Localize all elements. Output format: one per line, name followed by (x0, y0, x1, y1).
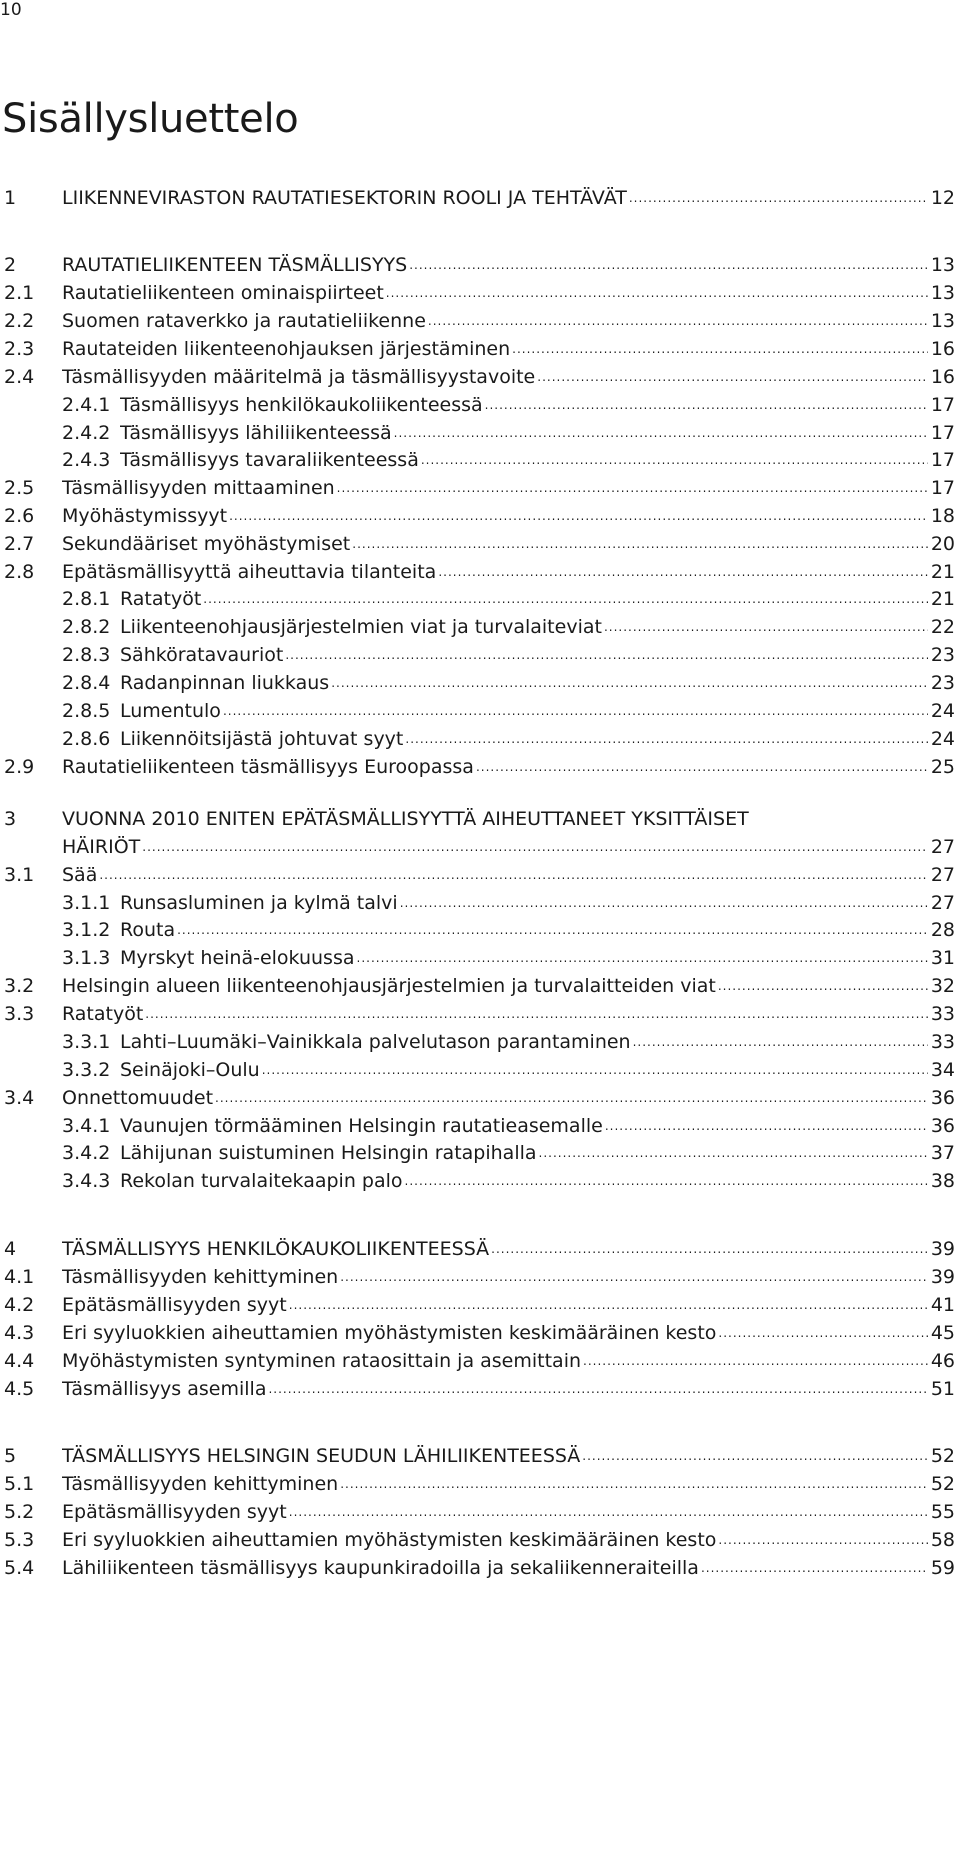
toc-entry[interactable] (0, 1056, 955, 1084)
toc-entry[interactable] (0, 1263, 955, 1291)
toc-entry-number: 2.9 (4, 756, 35, 778)
dot-leader (268, 1375, 927, 1403)
dot-leader (262, 1056, 928, 1084)
toc-entry-page: 23 (930, 644, 955, 666)
dot-leader (491, 1235, 928, 1263)
toc-entry-title: Ratatyöt (120, 585, 203, 613)
dot-leader (331, 669, 928, 697)
dot-leader (340, 1263, 928, 1291)
dot-leader (485, 391, 928, 419)
toc-entry-number: 2.8.2 (62, 616, 111, 638)
dot-leader (337, 474, 928, 502)
toc-entry-number: 5.3 (4, 1529, 35, 1551)
toc-entry[interactable] (0, 889, 955, 917)
toc-entry-page: 31 (930, 947, 955, 969)
toc-entry-number: 5 (4, 1445, 17, 1467)
dot-leader (285, 641, 927, 669)
toc-entry[interactable] (0, 307, 955, 335)
toc-entry-page: 36 (930, 1087, 955, 1109)
dot-leader (476, 753, 928, 781)
toc-entry-page: 34 (930, 1059, 955, 1081)
dot-leader (203, 585, 928, 613)
toc-entry[interactable] (0, 391, 955, 419)
toc-entry-page: 17 (930, 422, 955, 444)
dot-leader (386, 279, 928, 307)
toc-entry[interactable] (0, 916, 955, 944)
toc-entry-title: Suomen rataverkko ja rautatieliikenne (62, 307, 428, 335)
toc-entry-title: Ratatyöt (62, 1000, 145, 1028)
toc-entry-page: 39 (930, 1266, 955, 1288)
toc-entry-page: 27 (930, 892, 955, 914)
toc-entry-title: Täsmällisyyden määritelmä ja täsmällisyystavoite (62, 363, 537, 391)
toc-entry-number: 2.8.1 (62, 588, 111, 610)
toc-entry-page: 21 (930, 588, 955, 610)
toc-entry-number: 4.1 (4, 1266, 35, 1288)
toc-entry-title: Epätäsmällisyyden syyt (62, 1291, 289, 1319)
toc-entry-title: Liikennöitsijästä johtuvat syyt (120, 725, 405, 753)
toc-entry-page: 36 (930, 1115, 955, 1137)
toc-entry-page: 59 (930, 1557, 955, 1579)
toc-entry-title: Eri syyluokkien aiheuttamien myöhästymisten keskimääräinen kesto (62, 1319, 718, 1347)
dot-leader (215, 1084, 928, 1112)
toc-entry-title: Runsasluminen ja kylmä talvi (120, 889, 400, 917)
dot-leader (604, 613, 928, 641)
toc-entry-title: Routa (120, 916, 177, 944)
dot-leader (438, 558, 928, 586)
toc-entry-number: 3.4.2 (62, 1142, 111, 1164)
toc-entry-number: 4.4 (4, 1350, 35, 1372)
toc-entry-number: 2.1 (4, 282, 35, 304)
toc-entry-title: Myöhästymissyyt (62, 502, 229, 530)
toc-entry-page: 39 (930, 1238, 955, 1260)
toc-entry-title: Sää (62, 861, 99, 889)
toc-entry[interactable] (0, 1526, 955, 1554)
toc-entry-page: 32 (930, 975, 955, 997)
toc-entry[interactable] (0, 530, 955, 558)
toc-entry-number: 2.5 (4, 477, 35, 499)
toc-entry-title: TÄSMÄLLISYYS HENKILÖKAUKOLIIKENTEESSÄ (62, 1235, 491, 1263)
toc-entry[interactable] (0, 1498, 955, 1526)
toc-entry-number: 3.4.1 (62, 1115, 111, 1137)
toc-entry-number: 2.4.1 (62, 394, 111, 416)
toc-entry-title: Vaunujen törmääminen Helsingin rautatieasemalle (120, 1112, 605, 1140)
toc-entry-number: 2.7 (4, 533, 35, 555)
dot-leader (357, 944, 928, 972)
toc-entry-number: 2.8.5 (62, 700, 111, 722)
toc-entry-page: 28 (930, 919, 955, 941)
toc-entry-page: 27 (930, 836, 955, 858)
toc-entry-page: 17 (930, 394, 955, 416)
dot-leader (400, 889, 928, 917)
toc-entry[interactable] (0, 335, 955, 363)
toc-entry-number: 3.1 (4, 864, 35, 886)
toc-entry-page: 55 (930, 1501, 955, 1523)
toc-entry-number: 2.4 (4, 366, 35, 388)
toc-entry-title: Sekundääriset myöhästymiset (62, 530, 352, 558)
toc-entry-number: 2.4.2 (62, 422, 111, 444)
toc-entry-page: 20 (930, 533, 955, 555)
toc-entry-number: 3.3.2 (62, 1059, 111, 1081)
dot-leader (537, 363, 928, 391)
toc-entry-page: 45 (930, 1322, 955, 1344)
toc-entry-page: 22 (930, 616, 955, 638)
toc-entry-page: 17 (930, 477, 955, 499)
toc-entry-page: 16 (930, 366, 955, 388)
toc-entry[interactable] (0, 446, 955, 474)
toc-entry-title: Eri syyluokkien aiheuttamien myöhästymisten keskimääräinen kesto (62, 1526, 718, 1554)
toc-entry-page: 38 (930, 1170, 955, 1192)
toc-entry-number: 2.6 (4, 505, 35, 527)
toc-entry-page: 24 (930, 700, 955, 722)
toc-entry-title: Radanpinnan liukkaus (120, 669, 331, 697)
toc-entry-page: 17 (930, 449, 955, 471)
dot-leader (340, 1470, 928, 1498)
dot-leader (605, 1112, 928, 1140)
toc-entry-number: 4.2 (4, 1294, 35, 1316)
toc-entry-number: 3.1.2 (62, 919, 111, 941)
toc-entry-page: 23 (930, 672, 955, 694)
toc-entry-number: 2.8.4 (62, 672, 111, 694)
toc-entry-title: Myrskyt heinä-elokuussa (120, 944, 357, 972)
dot-leader (394, 419, 928, 447)
dot-leader (629, 184, 928, 212)
toc-entry-title: Täsmällisyys tavaraliikenteessä (120, 446, 421, 474)
toc-entry-number: 2.2 (4, 310, 35, 332)
toc-entry[interactable] (0, 1375, 955, 1403)
toc-entry-title: Täsmällisyyden kehittyminen (62, 1263, 340, 1291)
toc-entry-page: 52 (930, 1445, 955, 1467)
toc-entry[interactable] (0, 279, 955, 307)
toc-entry-number: 3 (4, 808, 17, 830)
toc-entry-title: Täsmällisyys henkilökaukoliikenteessä (120, 391, 485, 419)
toc-entry[interactable] (0, 558, 955, 586)
toc-entry-title: Sähköratavauriot (120, 641, 285, 669)
dot-leader (718, 1526, 927, 1554)
toc-entry-title: Rautateiden liikenteenohjauksen järjestäminen (62, 335, 512, 363)
toc-entry-number: 3.1.1 (62, 892, 111, 914)
toc-entry-title: Täsmällisyys lähiliikenteessä (120, 419, 394, 447)
dot-leader (145, 1000, 928, 1028)
toc-entry-number: 4.3 (4, 1322, 35, 1344)
toc-entry[interactable] (0, 1000, 955, 1028)
dot-leader (405, 1167, 928, 1195)
page-title: Sisällysluettelo (2, 96, 299, 142)
dot-leader (289, 1498, 928, 1526)
toc-entry-title: Myöhästymisten syntyminen rataosittain ja asemittain (62, 1347, 583, 1375)
toc-entry-number: 3.1.3 (62, 947, 111, 969)
toc-entry-title: Lumentulo (120, 697, 223, 725)
toc-entry[interactable] (0, 725, 955, 753)
toc-entry-title: Helsingin alueen liikenteenohjausjärjestelmien ja turvalaitteiden viat (62, 972, 718, 1000)
toc-entry[interactable] (0, 1470, 955, 1498)
dot-leader (229, 502, 928, 530)
toc-entry[interactable] (0, 1319, 955, 1347)
toc-entry-page: 51 (930, 1378, 955, 1400)
page-number: 10 (0, 0, 22, 20)
toc-entry[interactable] (0, 363, 955, 391)
toc-entry-number: 3.2 (4, 975, 35, 997)
dot-leader (421, 446, 928, 474)
toc-entry[interactable] (0, 944, 955, 972)
toc-entry-title: RAUTATIELIIKENTEEN TÄSMÄLLISYYS (62, 251, 409, 279)
toc-entry-number: 5.2 (4, 1501, 35, 1523)
toc-entry-page: 13 (930, 310, 955, 332)
dot-leader (142, 833, 928, 861)
toc-entry[interactable] (0, 419, 955, 447)
toc-entry[interactable] (0, 808, 955, 861)
toc-entry-number: 3.3.1 (62, 1031, 111, 1053)
dot-leader (512, 335, 928, 363)
toc-entry-number: 2.8.6 (62, 728, 111, 750)
toc-entry[interactable] (0, 184, 955, 212)
toc-entry-number: 1 (4, 187, 17, 209)
toc-entry-title: Lähiliikenteen täsmällisyys kaupunkiradoilla ja sekaliikenneraiteilla (62, 1554, 701, 1582)
toc-entry[interactable] (0, 502, 955, 530)
toc-entry[interactable] (0, 1554, 955, 1582)
toc-entry[interactable] (0, 697, 955, 725)
dot-leader (177, 916, 928, 944)
toc-entry-page: 41 (930, 1294, 955, 1316)
toc-entry[interactable] (0, 1442, 955, 1470)
toc-entry-page: 52 (930, 1473, 955, 1495)
toc-entry-title: Liikenteenohjausjärjestelmien viat ja turvalaiteviat (120, 613, 604, 641)
toc-entry-title: TÄSMÄLLISYYS HELSINGIN SEUDUN LÄHILIIKENTEESSÄ (62, 1442, 582, 1470)
toc-entry-page: 24 (930, 728, 955, 750)
toc-entry[interactable] (0, 1347, 955, 1375)
toc-entry-page: 18 (930, 505, 955, 527)
toc-entry-number: 5.4 (4, 1557, 35, 1579)
toc-entry-title-line1: VUONNA 2010 ENITEN EPÄTÄSMÄLLISYYTTÄ AIHEUTTANEET YKSITTÄISET (62, 808, 749, 830)
dot-leader (223, 697, 928, 725)
toc-entry-title: HÄIRIÖT (62, 833, 142, 861)
toc-entry-title: Täsmällisyyden mittaaminen (62, 474, 337, 502)
toc-entry-page: 37 (930, 1142, 955, 1164)
toc-entry[interactable] (0, 972, 955, 1000)
toc-entry-title: Epätäsmällisyyttä aiheuttavia tilanteita (62, 558, 438, 586)
dot-leader (718, 972, 928, 1000)
toc-entry-number: 2.3 (4, 338, 35, 360)
toc-entry[interactable] (0, 1235, 955, 1263)
toc-entry[interactable] (0, 585, 955, 613)
toc-entry-title: Onnettomuudet (62, 1084, 215, 1112)
dot-leader (428, 307, 928, 335)
toc-entry-title: Täsmällisyyden kehittyminen (62, 1470, 340, 1498)
toc-entry[interactable] (0, 474, 955, 502)
toc-entry-page: 27 (930, 864, 955, 886)
dot-leader (539, 1139, 928, 1167)
toc-entry-title: Täsmällisyys asemilla (62, 1375, 268, 1403)
toc-entry[interactable] (0, 1167, 955, 1195)
toc-entry-number: 2.8.3 (62, 644, 111, 666)
toc-entry-page: 33 (930, 1003, 955, 1025)
dot-leader (583, 1347, 928, 1375)
toc-entry-number: 2.4.3 (62, 449, 111, 471)
toc-entry-page: 25 (930, 756, 955, 778)
toc-entry[interactable] (0, 861, 955, 889)
toc-entry-number: 2 (4, 254, 17, 276)
toc-entry-page: 46 (930, 1350, 955, 1372)
dot-leader (409, 251, 928, 279)
toc-entry-title: Epätäsmällisyyden syyt (62, 1498, 289, 1526)
toc-entry[interactable] (0, 1028, 955, 1056)
dot-leader (352, 530, 928, 558)
toc-entry-page: 21 (930, 561, 955, 583)
toc-entry-page: 33 (930, 1031, 955, 1053)
toc-entry-title: Rekolan turvalaitekaapin palo (120, 1167, 405, 1195)
dot-leader (633, 1028, 928, 1056)
dot-leader (582, 1442, 928, 1470)
toc-entry-page: 13 (930, 254, 955, 276)
toc-entry[interactable] (0, 251, 955, 279)
toc-entry-title: LIIKENNEVIRASTON RAUTATIESEKTORIN ROOLI JA TEHTÄVÄT (62, 184, 629, 212)
toc-entry-page: 13 (930, 282, 955, 304)
dot-leader (701, 1554, 928, 1582)
toc-entry[interactable] (0, 1139, 955, 1167)
toc-entry[interactable] (0, 641, 955, 669)
dot-leader (289, 1291, 928, 1319)
toc-entry-title: Rautatieliikenteen täsmällisyys Euroopassa (62, 753, 476, 781)
toc-entry[interactable] (0, 753, 955, 781)
toc-entry-title: Rautatieliikenteen ominaispiirteet (62, 279, 386, 307)
toc-entry-number: 4.5 (4, 1378, 35, 1400)
toc-entry-number: 4 (4, 1238, 17, 1260)
dot-leader (99, 861, 927, 889)
toc-entry-title: Lahti–Luumäki–Vainikkala palvelutason parantaminen (120, 1028, 633, 1056)
toc-entry[interactable] (0, 669, 955, 697)
dot-leader (718, 1319, 927, 1347)
toc-entry[interactable] (0, 613, 955, 641)
toc-entry-title: Lähijunan suistuminen Helsingin ratapihalla (120, 1139, 539, 1167)
toc-entry-page: 58 (930, 1529, 955, 1551)
toc-entry-page: 12 (930, 187, 955, 209)
toc-entry-page: 16 (930, 338, 955, 360)
toc-entry-number: 3.3 (4, 1003, 35, 1025)
toc-entry[interactable] (0, 1084, 955, 1112)
toc-entry[interactable] (0, 1291, 955, 1319)
toc-entry-number: 3.4 (4, 1087, 35, 1109)
toc-entry[interactable] (0, 1112, 955, 1140)
toc-entry-number: 3.4.3 (62, 1170, 111, 1192)
toc-entry-title: Seinäjoki–Oulu (120, 1056, 262, 1084)
dot-leader (405, 725, 927, 753)
toc-entry-number: 5.1 (4, 1473, 35, 1495)
toc-entry-number: 2.8 (4, 561, 35, 583)
